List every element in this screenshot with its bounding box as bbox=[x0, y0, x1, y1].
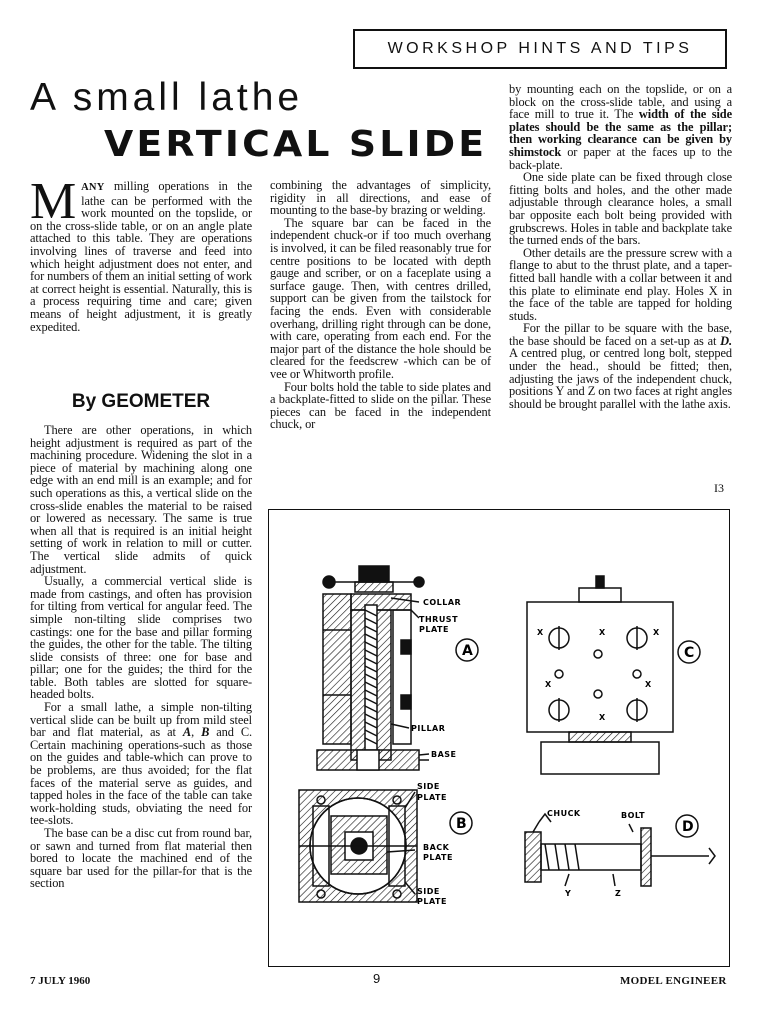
text-run: For a small lathe, a simple non-tilting vertical slide can be built up from mild steel bar and flat material, as at bbox=[30, 700, 252, 740]
footer-date: 7 JULY 1960 bbox=[30, 975, 91, 987]
paragraph-intro bbox=[30, 173, 252, 334]
label-x: X bbox=[537, 628, 544, 637]
section-header-box bbox=[353, 29, 727, 69]
label-side-2: SIDE bbox=[417, 887, 440, 896]
article-title-line1: A small lathe bbox=[30, 76, 304, 119]
paragraph: The base can be a disc cut from round bar, or sawn and turned from flat material then bored to locate the machined end of the square bar used for the pillar-for that is the section bbox=[30, 826, 252, 891]
circled-label-a: A bbox=[462, 643, 473, 659]
label-collar: COLLAR bbox=[423, 598, 462, 607]
column-1-lower bbox=[30, 424, 252, 890]
paragraph: Four bolts hold the table to side plates and a backplate-fitted to slide on the pillar. These pieces can be faced in the independent chuck, or bbox=[270, 379, 491, 432]
label-back: BACK bbox=[423, 843, 450, 852]
continued-reference: I3 bbox=[714, 481, 724, 495]
label-side-plate-2: PLATE bbox=[417, 897, 447, 906]
figure-ref-b: B bbox=[201, 725, 210, 740]
label-x: X bbox=[599, 628, 606, 637]
label-y: Y bbox=[565, 889, 572, 898]
label-z: Z bbox=[615, 889, 622, 898]
technical-drawing bbox=[268, 509, 730, 967]
article-title-line2: VERTICAL SLIDE bbox=[104, 124, 488, 165]
label-thrust: THRUST bbox=[419, 615, 459, 624]
figure-ref-a: A bbox=[182, 725, 192, 740]
text-run: by mounting each on the topslide, or on a block on the cross-slide table, and using a face mill to true it. The bbox=[509, 82, 732, 122]
footer-page-number: 9 bbox=[373, 971, 381, 986]
paragraph: There are other operations, in which height adjustment is required as part of the machining procedure. Widening the slot in a piece of material by machining along one edge with an end mill is an example; and for such operations as this, a vertical slide on the cross-slide enables the material to be raised or lowered as necessary. The same is true when all that is required is an initial height setting of work in relation to mill or cutter. The vertical slide admits of quick adjustment. bbox=[30, 423, 252, 576]
label-back-plate: PLATE bbox=[423, 853, 453, 862]
drawing-svg bbox=[269, 510, 731, 968]
paragraph bbox=[30, 701, 252, 827]
label-x: X bbox=[645, 680, 652, 689]
view-a bbox=[317, 566, 429, 770]
byline: By GEOMETER bbox=[71, 391, 211, 412]
footer-magazine: MODEL ENGINEER bbox=[620, 975, 727, 987]
text-run: For the pillar to be square with the base, the base should be faced on a set-up as at bbox=[509, 321, 732, 348]
label-pillar: PILLAR bbox=[411, 724, 446, 733]
text-run: , bbox=[191, 725, 202, 740]
circled-label-d: D bbox=[682, 819, 694, 835]
label-x: X bbox=[653, 628, 660, 637]
paragraph: combining the advantages of simplicity, rigidity in all directions, and ease of mounting to the base-by brazing or welding. bbox=[270, 178, 491, 218]
view-c bbox=[527, 576, 673, 774]
paragraph bbox=[509, 83, 732, 171]
column-3 bbox=[509, 83, 732, 410]
view-b bbox=[299, 790, 417, 902]
paragraph: One side plate can be fixed through close fitting bolts and holes, and the other made adjustable through clearance holes, a small bar opposite each bolt being provided with grubscrews. Holes in table and backplate take the turned ends of the bars. bbox=[509, 170, 732, 248]
section-title: WORKSHOP HINTS AND TIPS bbox=[387, 40, 693, 57]
bold-text-run: width of the side plates should be the same as the pillar; then working clearance can be given by shimstock bbox=[509, 107, 732, 159]
text-run: A centred plug, or centred long bolt, stepped under the head., should be fitted; then, adjusting the jaws of the independent chuck, positions Y and Z on two faces at right angles should be brought parallel with the lathe axis. bbox=[509, 346, 732, 411]
paragraph: Other details are the pressure screw with a flange to abut to the thrust plate, and a taper-fitted ball handle with a collar between it and this plate to eliminate end play. Holes X in the face of the table are tapped for holding studs. bbox=[509, 245, 732, 323]
label-thrust-plate: PLATE bbox=[419, 625, 449, 634]
label-side: SIDE bbox=[417, 782, 440, 791]
circled-label-c: C bbox=[684, 645, 695, 661]
label-side-plate: PLATE bbox=[417, 793, 447, 802]
lead-smallcaps: ANY bbox=[81, 182, 105, 193]
intro-text: milling operations in the lathe can be performed with the work mounted on the topslide, or on the cross-slide table, or on an angle plate attached to this table. They are operations involving lines of traverse and feed into which height adjustment does not enter, and for numbers of them an initial setting of work at correct height is essential. Naturally, this is a process requiring time and care; given means of height adjustment, it is greatly expedited. bbox=[30, 179, 252, 334]
drop-cap: M bbox=[30, 173, 77, 230]
paragraph: The square bar can be faced in the independent chuck-or if too much overhang is involved, it can be filed reasonably true for centre positions to be located with depth gauge and scriber, or on a faceplate using a surface gauge. Then, with centres drilled, support can be given from the tailstock for facing the ends. Even with considerable overhang, drilling right through can be done, with care, operating from each end. For the major part of the distance the hole should be cleared for the feedscrew -which can be of vee or Whitworth profile. bbox=[270, 215, 491, 381]
label-base: BASE bbox=[431, 750, 457, 759]
column-2 bbox=[270, 179, 491, 431]
text-run: and C. Certain machining operations-such as those on the guides and table-which can prove to be problems, are thus avoided; for the flat faces of the material serve as guides, and tapped holes in the face of the table can take work-holding studs, obviating the need for tee-slots. bbox=[30, 725, 252, 828]
paragraph bbox=[509, 322, 732, 410]
figure-ref-d: D. bbox=[720, 333, 732, 348]
text-run: or paper at the faces up to the back-plate. bbox=[509, 144, 732, 172]
column-1-upper bbox=[30, 173, 252, 334]
label-chuck: CHUCK bbox=[547, 809, 581, 818]
label-x: X bbox=[545, 680, 552, 689]
label-x: X bbox=[599, 713, 606, 722]
circled-label-b: B bbox=[456, 816, 467, 832]
label-bolt: BOLT bbox=[621, 811, 646, 820]
paragraph: Usually, a commercial vertical slide is made from castings, and often has provision for tilting from vertical for angular feed. The simple non-tilting slide comprises two castings: one for the base and pillar forming the guides, the other for the table. The tilting slide consists of three: one for base and pillar; one for the guides; the third for the table. Both tables are slotted for square-headed bolts. bbox=[30, 574, 252, 702]
